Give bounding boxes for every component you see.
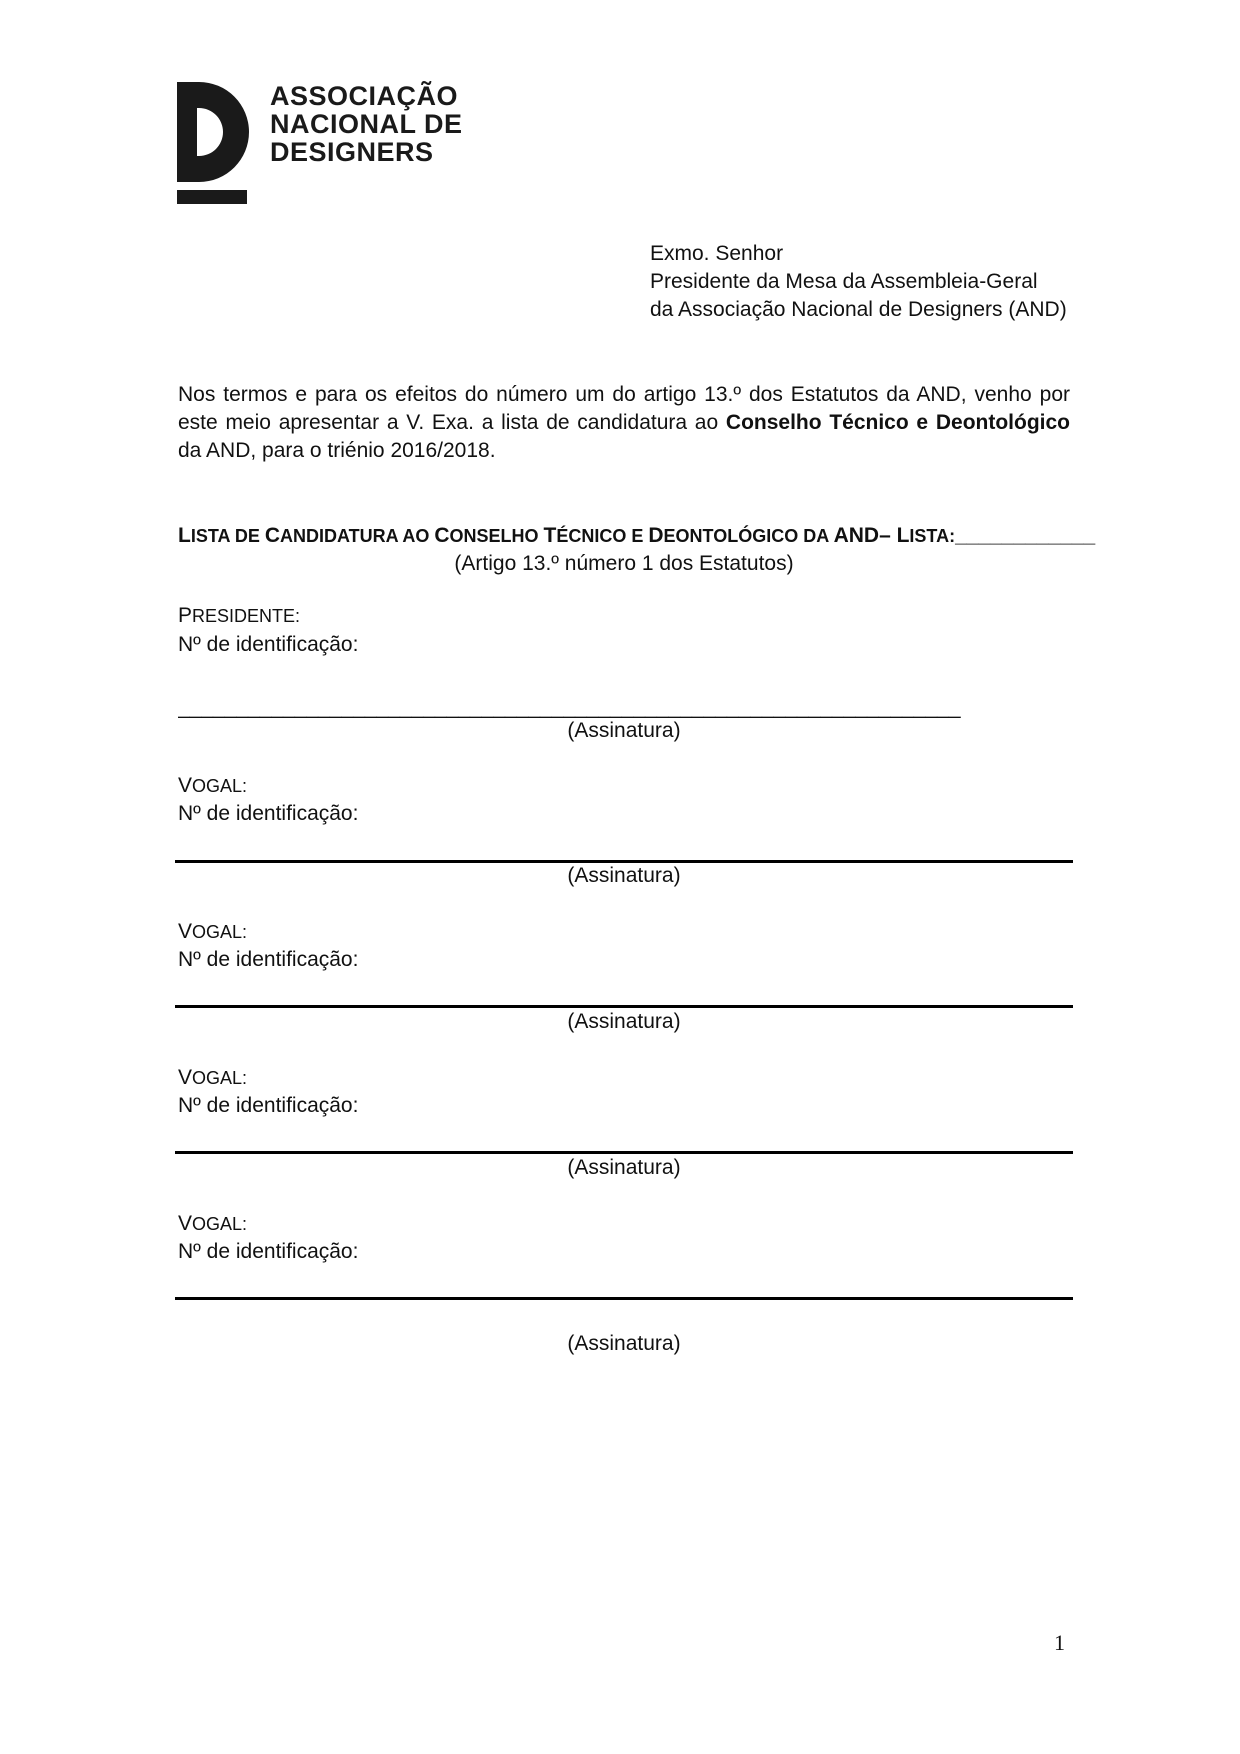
role-label-vogal: VOGAL: — [178, 920, 248, 943]
signature-label: (Assinatura) — [567, 719, 681, 742]
association-logo-icon — [177, 82, 249, 204]
addressee-line-2: Presidente da Mesa da Assembleia-Geral — [650, 270, 1038, 293]
signature-line[interactable]: ___________________________________________________________________ — [178, 696, 961, 719]
intro-paragraph — [178, 381, 1070, 465]
id-number-label: Nº de identificação: — [178, 1094, 359, 1117]
role-label-presidente: PRESIDENTE: — [178, 604, 301, 627]
addressee-block — [650, 240, 1067, 324]
id-number-label: Nº de identificação: — [178, 948, 359, 971]
signature-line[interactable] — [175, 1297, 1073, 1300]
page-number: 1 — [1054, 1630, 1065, 1655]
signature-label: (Assinatura) — [567, 1332, 681, 1355]
role-label-vogal: VOGAL: — [178, 1066, 248, 1089]
logo-wordmark — [270, 82, 463, 166]
id-number-label: Nº de identificação: — [178, 1240, 359, 1263]
logo-line-3: DESIGNERS — [270, 137, 434, 167]
id-number-label: Nº de identificação: — [178, 633, 359, 656]
logo-line-1: ASSOCIAÇÃO — [270, 81, 459, 111]
list-number-blank[interactable]: ____________ — [955, 524, 1096, 547]
role-label-vogal: VOGAL: — [178, 1212, 248, 1235]
addressee-line-3: da Associação Nacional de Designers (AND) — [650, 298, 1067, 321]
signature-label: (Assinatura) — [567, 864, 681, 887]
list-title: LISTA DE CANDIDATURA AO CONSELHO TÉCNICO E DEONTOLÓGICO DA AND– LISTA:____________ — [178, 524, 1096, 547]
signature-label: (Assinatura) — [567, 1010, 681, 1033]
signature-label: (Assinatura) — [567, 1156, 681, 1179]
list-subtitle: (Artigo 13.º número 1 dos Estatutos) — [454, 552, 794, 575]
id-number-label: Nº de identificação: — [178, 802, 359, 825]
list-title-block — [178, 522, 1096, 578]
intro-bold-council: Conselho Técnico e Deontológico — [725, 411, 1070, 434]
intro-text-1: Nos termos e para os efeitos do número um do artigo 13.º dos Estatutos da AND, venho por este meio apresentar a V. Exa. a lista de candidatura ao — [178, 383, 1070, 434]
logo-line-2: NACIONAL DE — [270, 109, 463, 139]
role-label-vogal: VOGAL: — [178, 774, 248, 797]
addressee-line-1: Exmo. Senhor — [650, 242, 784, 265]
intro-text-2: da AND, para o triénio 2016/2018. — [178, 439, 496, 462]
